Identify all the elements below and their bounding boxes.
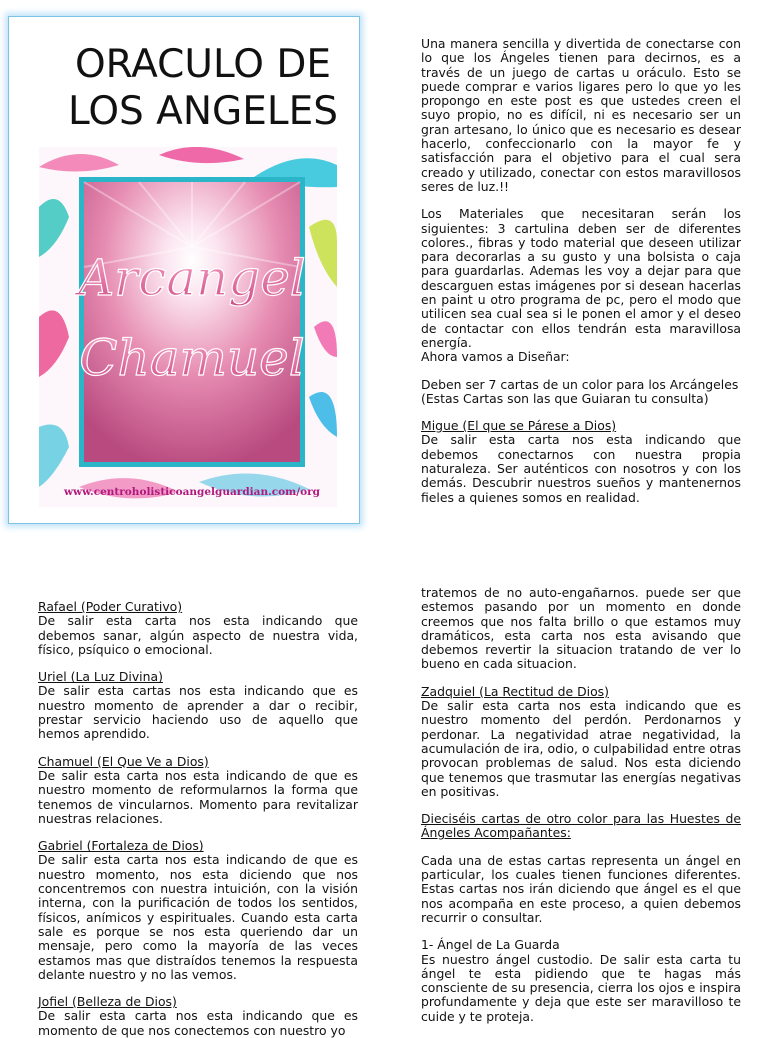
guardian-angel-heading: 1- Ángel de La Guarda — [421, 937, 560, 953]
uriel-text: De salir esta cartas nos esta indicando que es nuestro momento de aprender a dar o recibir, prestar servicio haciendo uso de aquello que hemos aprendido. — [38, 683, 358, 742]
materials-paragraph: Los Materiales que necesitaran serán los siguientes: 3 cartulina deben ser de diferentes colores., fibras y todo material que deseen utilizar para decorarlas a su gusto y una bolsista o caja para guardarlas. Ademas les voy a dejar para que descarguen estas imágenes por si desean hacerlas en paint u otro programa de pc, pero el modo que utilicen sea cual sea si le ponen el amor y el deseo de contactar con ellos tendrán esta maravillosa energía. — [421, 206, 741, 350]
card-name-line2: Chamuel — [79, 329, 305, 387]
intro-column — [421, 37, 741, 505]
archangels-column — [38, 600, 358, 1038]
uriel-heading: Uriel (La Luz Divina) — [38, 669, 163, 685]
sixteen-cards-text: Cada una de estas cartas representa un ángel en particular, los cuales tienen funciones diferentes. Estas cartas nos irán diciendo que ángel es el que nos acompaña en este proceso, a quien debemos recurrir o consultar. — [421, 852, 741, 925]
guardian-angel-text: Es nuestro ángel custodio. De salir esta carta tu ángel te esta pidiendo que te hagas más consciente de su presencia, cierra los ojos e inspira profundamente y deja que este ser maravilloso te cuide y te proteja. — [421, 951, 741, 1024]
card-website: www.centroholisticoangelguardian.com/org — [64, 486, 320, 498]
chamuel-heading: Chamuel (El Que Ve a Dios) — [38, 753, 209, 769]
rafael-text: De salir esta carta nos esta indicando que debemos sanar, algún aspecto de nuestra vida, físico, psíquico o emocional. — [38, 613, 358, 657]
zadquiel-text: De salir esta carta nos esta indicando que es nuestro momento del perdón. Perdonarnos y perdonar. La negatividad atrae negatividad, la acumulación de ira, odio, o culpabilidad entre otras provocan problemas de salud. Nos esta diciendo que tenemos que trasmutar las energías negativas en positivas. — [421, 698, 741, 799]
sixteen-cards-heading: Dieciséis cartas de otro color para las Huestes de Ángeles Acompañantes: — [421, 811, 741, 841]
cover-title-line2: LOS ANGELES — [67, 89, 339, 134]
gabriel-heading: Gabriel (Fortaleza de Dios) — [38, 838, 204, 854]
page-separator — [0, 534, 768, 578]
migue-heading: Migue (El que se Párese a Dios) — [421, 418, 617, 434]
chamuel-text: De salir esta carta nos esta indicando de que es nuestro momento de reformularnos la forma que tenemos de vincularnos. Momento para revitalizar nuestras relaciones. — [38, 767, 358, 826]
migue-text: De salir esta carta nos esta indicando que debemos conectarnos con nuestra propia naturaleza. Ser auténticos con nosotros y con los demás. Descubrir nuestros sueños y mantenernos fieles a quienes somos en realidad. — [421, 432, 741, 505]
card-name-line1: Arcangel — [78, 249, 306, 307]
archangel-card-image — [39, 147, 337, 507]
continuation-paragraph: tratemos de no auto-engañarnos. puede ser que estemos pasando por un momento en donde creemos que nos falta brillo o que estamos muy dramáticos, esta carta nos esta avisando que debemos revertir la situacion tratando de ver lo bueno en cada situacion. — [421, 585, 741, 672]
intro-paragraph: Una manera sencilla y divertida de conectarse con lo que los Ángeles tienen para decirnos, es a través de un juego de cartas u oráculo. Esto se puede comprar e varios ligares pero lo que yo les propongo en este post es que ustedes creen el suyo propio, no es difícil, ni es necesario ser un gran artesano, lo único que es necesario es desear hacerlo, confeccionarlo con la mayor fe y satisfacción para el objetivo para el cual sera creado y utilizado, conectar con estos maravillosos seres de luz.!! — [421, 36, 741, 194]
cover-title — [49, 41, 357, 135]
seven-cards-paragraph: Deben ser 7 cartas de un color para los Arcángeles (Estas Cartas son las que Guiaran tu consulta) — [421, 376, 739, 406]
angels-column — [421, 586, 741, 1024]
design-intro: Ahora vamos a Diseñar: — [421, 349, 570, 365]
jofiel-text: De salir esta carta nos esta indicando que es momento de que nos conectemos con nuestro yo — [38, 1008, 358, 1038]
cover-card — [8, 16, 360, 524]
rafael-heading: Rafael (Poder Curativo) — [38, 599, 183, 614]
zadquiel-heading: Zadquiel (La Rectitud de Dios) — [421, 683, 609, 699]
jofiel-heading: Jofiel (Belleza de Dios) — [38, 994, 177, 1010]
gabriel-text: De salir esta carta nos esta indicando de que es nuestro momento, nos esta diciendo que nos concentremos con nuestra intuición, con la visión interna, con la purificación de todos los sentidos, físicos, anímicos y espirituales. Cuando esta carta sale es porque se nos esta queriendo dar un mensaje, pero como la mayoría de las veces estamos mas que distraídos tenemos la respuesta delante nuestro y no las vemos. — [38, 852, 358, 982]
cover-title-line1: ORACULO DE — [74, 42, 332, 87]
